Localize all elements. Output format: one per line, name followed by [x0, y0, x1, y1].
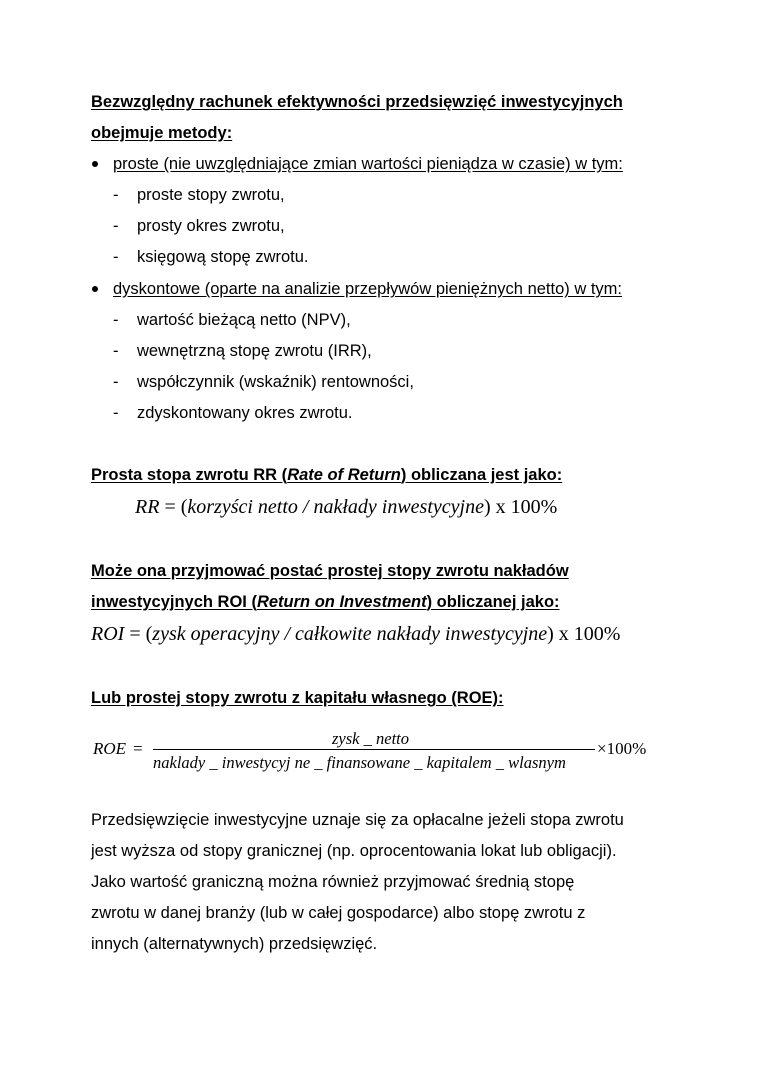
- roi-formula-tail: ) x 100%: [547, 623, 621, 645]
- dash-marker: -: [113, 342, 119, 360]
- roi-heading-line-2: [91, 592, 560, 612]
- roe-denominator: naklady _ inwestycyj ne _ finansowane _ kapitalem _ wlasnym: [153, 753, 566, 772]
- bullet-icon: [91, 279, 105, 299]
- fraction-bar: [153, 749, 595, 750]
- roe-heading: Lub prostej stopy zwrotu z kapitału własnego (ROE):: [91, 689, 504, 707]
- dash-marker: -: [113, 373, 119, 391]
- rr-heading-pre: Prosta stopa zwrotu RR (: [91, 466, 288, 484]
- rr-heading: [91, 465, 562, 485]
- list-item: zdyskontowany okres zwrotu.: [137, 404, 353, 422]
- rr-heading-post: ) obliczana jest jako:: [400, 466, 563, 484]
- bullet-discount-methods: dyskontowe (oparte na analizie przepływów pieniężnych netto) w tym:: [113, 280, 623, 298]
- roi-formula: [91, 622, 620, 646]
- list-item: księgową stopę zwrotu.: [137, 248, 309, 266]
- list-item: wewnętrzną stopę zwrotu (IRR),: [137, 342, 372, 360]
- dash-marker: -: [113, 311, 119, 329]
- rr-formula: [135, 495, 557, 519]
- rr-formula-eq: = (: [159, 496, 188, 518]
- dash-marker: -: [113, 248, 119, 266]
- bullet-icon: [91, 154, 105, 174]
- conclusion-line-4: zwrotu w danej branży (lub w całej gospodarce) albo stopę zwrotu z: [91, 904, 586, 922]
- rr-formula-body: korzyści netto / nakłady inwestycyjne: [187, 496, 484, 518]
- intro-heading-line-2: obejmuje metody:: [91, 124, 233, 142]
- list-item: prosty okres zwrotu,: [137, 217, 285, 235]
- intro-heading-line-1: Bezwzględny rachunek efektywności przedsięwzięć inwestycyjnych: [91, 93, 623, 111]
- list-item: proste stopy zwrotu,: [137, 186, 285, 204]
- roi-formula-lhs: ROI: [91, 623, 125, 645]
- rr-heading-italic: Rate of Return: [287, 466, 401, 484]
- roe-numerator: zysk _ netto: [332, 729, 409, 748]
- roi-heading-post: ) obliczanej jako:: [426, 593, 560, 611]
- rr-formula-tail: ) x 100%: [483, 496, 558, 518]
- roe-formula-eq: =: [133, 739, 143, 758]
- roi-formula-eq: = (: [124, 623, 153, 645]
- dash-marker: -: [113, 404, 119, 422]
- roi-heading-pre: inwestycyjnych ROI (: [91, 593, 257, 611]
- dash-marker: -: [113, 217, 119, 235]
- list-item: współczynnik (wskaźnik) rentowności,: [137, 373, 414, 391]
- roi-heading-italic: Return on Investment: [256, 593, 427, 611]
- conclusion-line-1: Przedsięwzięcie inwestycyjne uznaje się za opłacalne jeżeli stopa zwrotu: [91, 811, 624, 829]
- roi-formula-body: zysk operacyjny / całkowite nakłady inwestycyjne: [152, 623, 548, 645]
- bullet-simple-methods: proste (nie uwzględniające zmian wartości pieniądza w czasie) w tym:: [113, 155, 623, 173]
- roe-formula-lhs: ROE: [93, 739, 127, 758]
- conclusion-line-2: jest wyższa od stopy granicznej (np. oprocentowania lokat lub obligacji).: [91, 842, 617, 860]
- conclusion-line-3: Jako wartość graniczną można również przyjmować średnią stopę: [91, 873, 575, 891]
- roe-formula-tail: ×100%: [597, 739, 647, 758]
- list-item: wartość bieżącą netto (NPV),: [137, 311, 351, 329]
- dash-marker: -: [113, 186, 119, 204]
- roi-heading-line-1: Może ona przyjmować postać prostej stopy zwrotu nakładów: [91, 562, 569, 580]
- conclusion-line-5: innych (alternatywnych) przedsięwzięć.: [91, 935, 378, 953]
- rr-formula-lhs: RR: [135, 496, 160, 518]
